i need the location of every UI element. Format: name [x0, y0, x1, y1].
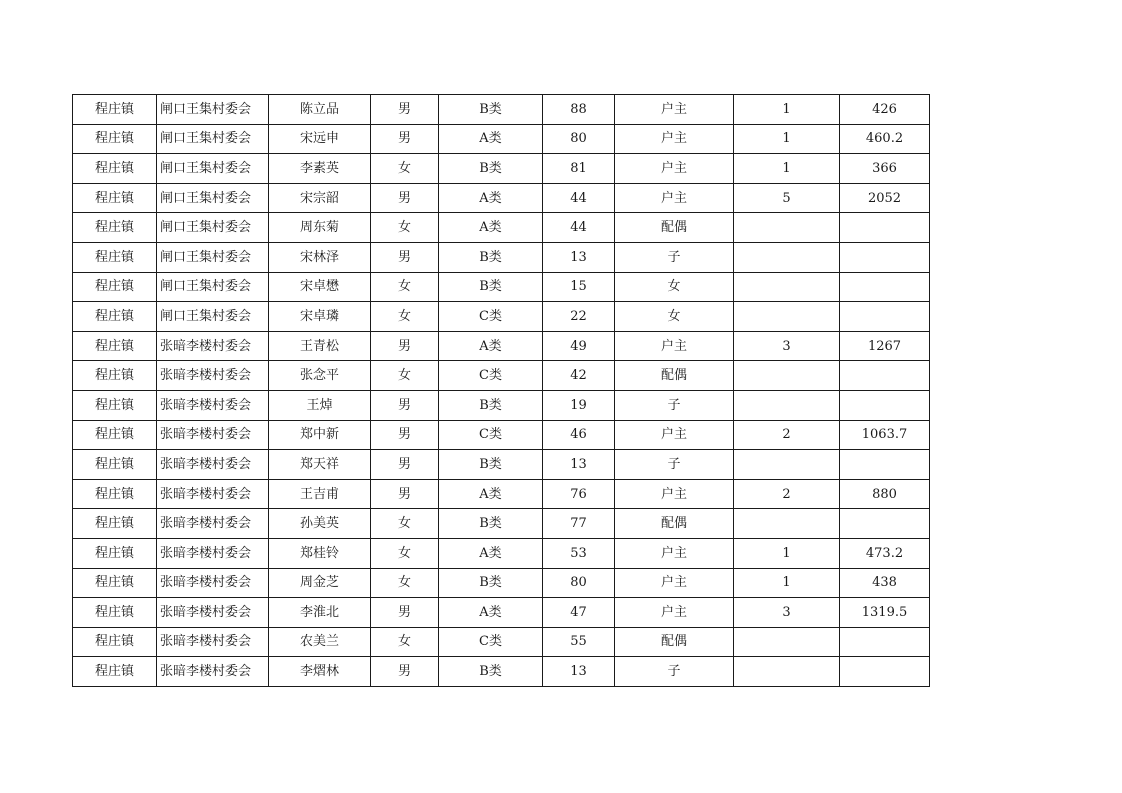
- cell-town: 程庄镇: [73, 124, 157, 154]
- cell-name: 王青松: [269, 331, 371, 361]
- cell-village: 闸口王集村委会: [157, 154, 269, 184]
- cell-age: 44: [543, 183, 615, 213]
- table-row: [73, 538, 930, 568]
- cell-gender: 女: [371, 627, 439, 657]
- cell-relation: 户主: [615, 331, 734, 361]
- cell-name: 宋卓懋: [269, 272, 371, 302]
- cell-village: 闸口王集村委会: [157, 95, 269, 125]
- table-row: [73, 154, 930, 184]
- table-row: [73, 361, 930, 391]
- cell-amount: 1267: [840, 331, 930, 361]
- cell-amount: [840, 627, 930, 657]
- cell-age: 53: [543, 538, 615, 568]
- cell-name: 李素英: [269, 154, 371, 184]
- cell-household-count: 1: [734, 568, 840, 598]
- cell-town: 程庄镇: [73, 242, 157, 272]
- cell-village: 闸口王集村委会: [157, 272, 269, 302]
- cell-name: 宋林泽: [269, 242, 371, 272]
- cell-gender: 男: [371, 598, 439, 628]
- cell-relation: 户主: [615, 154, 734, 184]
- cell-village: 张暗李楼村委会: [157, 331, 269, 361]
- table-row: [73, 124, 930, 154]
- cell-relation: 户主: [615, 598, 734, 628]
- cell-town: 程庄镇: [73, 450, 157, 480]
- cell-relation: 户主: [615, 183, 734, 213]
- cell-name: 周东菊: [269, 213, 371, 243]
- cell-village: 闸口王集村委会: [157, 124, 269, 154]
- cell-village: 闸口王集村委会: [157, 242, 269, 272]
- table-row: [73, 331, 930, 361]
- cell-town: 程庄镇: [73, 509, 157, 539]
- cell-village: 张暗李楼村委会: [157, 538, 269, 568]
- cell-household-count: [734, 213, 840, 243]
- cell-name: 李熠林: [269, 657, 371, 687]
- cell-town: 程庄镇: [73, 183, 157, 213]
- cell-amount: [840, 450, 930, 480]
- cell-gender: 男: [371, 95, 439, 125]
- cell-age: 88: [543, 95, 615, 125]
- cell-category: C类: [439, 627, 543, 657]
- cell-amount: 2052: [840, 183, 930, 213]
- cell-category: A类: [439, 479, 543, 509]
- cell-category: A类: [439, 598, 543, 628]
- table-row: [73, 95, 930, 125]
- cell-age: 47: [543, 598, 615, 628]
- cell-name: 李淮北: [269, 598, 371, 628]
- cell-town: 程庄镇: [73, 331, 157, 361]
- cell-category: B类: [439, 95, 543, 125]
- cell-category: B类: [439, 154, 543, 184]
- beneficiary-table: [72, 94, 930, 687]
- table-row: [73, 420, 930, 450]
- cell-village: 张暗李楼村委会: [157, 361, 269, 391]
- cell-gender: 女: [371, 509, 439, 539]
- cell-household-count: [734, 272, 840, 302]
- cell-town: 程庄镇: [73, 361, 157, 391]
- cell-household-count: [734, 242, 840, 272]
- cell-household-count: 1: [734, 95, 840, 125]
- table-row: [73, 627, 930, 657]
- cell-village: 张暗李楼村委会: [157, 390, 269, 420]
- cell-age: 46: [543, 420, 615, 450]
- cell-town: 程庄镇: [73, 420, 157, 450]
- cell-name: 王吉甫: [269, 479, 371, 509]
- cell-category: A类: [439, 331, 543, 361]
- cell-town: 程庄镇: [73, 213, 157, 243]
- cell-name: 宋卓璘: [269, 302, 371, 332]
- cell-town: 程庄镇: [73, 302, 157, 332]
- cell-relation: 户主: [615, 420, 734, 450]
- table-row: [73, 302, 930, 332]
- cell-village: 张暗李楼村委会: [157, 598, 269, 628]
- cell-village: 张暗李楼村委会: [157, 568, 269, 598]
- cell-gender: 男: [371, 420, 439, 450]
- cell-relation: 配偶: [615, 213, 734, 243]
- cell-category: B类: [439, 568, 543, 598]
- cell-household-count: [734, 450, 840, 480]
- cell-category: B类: [439, 272, 543, 302]
- cell-age: 42: [543, 361, 615, 391]
- cell-town: 程庄镇: [73, 657, 157, 687]
- cell-gender: 男: [371, 124, 439, 154]
- cell-name: 郑中新: [269, 420, 371, 450]
- cell-category: C类: [439, 420, 543, 450]
- cell-name: 郑桂铃: [269, 538, 371, 568]
- cell-town: 程庄镇: [73, 598, 157, 628]
- cell-name: 陈立品: [269, 95, 371, 125]
- cell-relation: 女: [615, 302, 734, 332]
- cell-amount: [840, 361, 930, 391]
- cell-village: 张暗李楼村委会: [157, 509, 269, 539]
- cell-household-count: [734, 361, 840, 391]
- cell-amount: [840, 242, 930, 272]
- cell-amount: 473.2: [840, 538, 930, 568]
- cell-relation: 子: [615, 390, 734, 420]
- cell-household-count: 5: [734, 183, 840, 213]
- cell-relation: 女: [615, 272, 734, 302]
- cell-village: 闸口王集村委会: [157, 213, 269, 243]
- table-row: [73, 509, 930, 539]
- table-row: [73, 390, 930, 420]
- cell-town: 程庄镇: [73, 390, 157, 420]
- cell-relation: 户主: [615, 538, 734, 568]
- cell-relation: 户主: [615, 95, 734, 125]
- cell-age: 13: [543, 657, 615, 687]
- cell-gender: 男: [371, 657, 439, 687]
- cell-village: 张暗李楼村委会: [157, 479, 269, 509]
- cell-gender: 女: [371, 213, 439, 243]
- cell-gender: 男: [371, 242, 439, 272]
- cell-household-count: [734, 390, 840, 420]
- cell-gender: 男: [371, 390, 439, 420]
- cell-amount: 426: [840, 95, 930, 125]
- cell-age: 49: [543, 331, 615, 361]
- cell-village: 闸口王集村委会: [157, 302, 269, 332]
- cell-town: 程庄镇: [73, 568, 157, 598]
- cell-household-count: 3: [734, 598, 840, 628]
- cell-gender: 男: [371, 479, 439, 509]
- cell-age: 55: [543, 627, 615, 657]
- cell-name: 农美兰: [269, 627, 371, 657]
- cell-household-count: [734, 302, 840, 332]
- cell-household-count: [734, 509, 840, 539]
- cell-name: 孙美英: [269, 509, 371, 539]
- cell-gender: 女: [371, 154, 439, 184]
- cell-amount: 1063.7: [840, 420, 930, 450]
- cell-amount: 438: [840, 568, 930, 598]
- cell-town: 程庄镇: [73, 95, 157, 125]
- table-row: [73, 450, 930, 480]
- table-row: [73, 479, 930, 509]
- cell-category: A类: [439, 538, 543, 568]
- cell-household-count: 2: [734, 479, 840, 509]
- cell-town: 程庄镇: [73, 154, 157, 184]
- cell-town: 程庄镇: [73, 627, 157, 657]
- cell-gender: 女: [371, 361, 439, 391]
- cell-category: C类: [439, 361, 543, 391]
- cell-household-count: 2: [734, 420, 840, 450]
- table-row: [73, 598, 930, 628]
- cell-town: 程庄镇: [73, 272, 157, 302]
- cell-age: 13: [543, 450, 615, 480]
- cell-name: 宋宗韶: [269, 183, 371, 213]
- cell-village: 张暗李楼村委会: [157, 657, 269, 687]
- cell-gender: 男: [371, 183, 439, 213]
- cell-amount: 460.2: [840, 124, 930, 154]
- cell-name: 郑天祥: [269, 450, 371, 480]
- cell-relation: 配偶: [615, 509, 734, 539]
- cell-gender: 男: [371, 331, 439, 361]
- cell-household-count: [734, 627, 840, 657]
- cell-amount: [840, 213, 930, 243]
- cell-category: A类: [439, 183, 543, 213]
- cell-household-count: 1: [734, 538, 840, 568]
- cell-age: 77: [543, 509, 615, 539]
- cell-household-count: [734, 657, 840, 687]
- cell-amount: [840, 509, 930, 539]
- cell-age: 22: [543, 302, 615, 332]
- table-row: [73, 272, 930, 302]
- cell-town: 程庄镇: [73, 479, 157, 509]
- cell-amount: [840, 302, 930, 332]
- cell-amount: [840, 390, 930, 420]
- table-row: [73, 183, 930, 213]
- table-row: [73, 213, 930, 243]
- cell-category: A类: [439, 124, 543, 154]
- cell-relation: 子: [615, 242, 734, 272]
- cell-category: B类: [439, 450, 543, 480]
- cell-category: C类: [439, 302, 543, 332]
- cell-gender: 男: [371, 450, 439, 480]
- table-body: [73, 95, 930, 687]
- cell-age: 80: [543, 568, 615, 598]
- cell-household-count: 1: [734, 154, 840, 184]
- cell-category: B类: [439, 657, 543, 687]
- cell-gender: 女: [371, 538, 439, 568]
- cell-village: 闸口王集村委会: [157, 183, 269, 213]
- cell-amount: 880: [840, 479, 930, 509]
- cell-household-count: 1: [734, 124, 840, 154]
- table-row: [73, 657, 930, 687]
- cell-age: 15: [543, 272, 615, 302]
- cell-relation: 配偶: [615, 627, 734, 657]
- cell-age: 19: [543, 390, 615, 420]
- cell-name: 周金芝: [269, 568, 371, 598]
- cell-category: B类: [439, 242, 543, 272]
- cell-age: 13: [543, 242, 615, 272]
- table-row: [73, 242, 930, 272]
- cell-age: 81: [543, 154, 615, 184]
- cell-village: 张暗李楼村委会: [157, 420, 269, 450]
- cell-name: 宋远申: [269, 124, 371, 154]
- cell-relation: 配偶: [615, 361, 734, 391]
- cell-age: 76: [543, 479, 615, 509]
- cell-amount: 366: [840, 154, 930, 184]
- cell-category: B类: [439, 509, 543, 539]
- cell-name: 王焯: [269, 390, 371, 420]
- cell-relation: 户主: [615, 568, 734, 598]
- table-row: [73, 568, 930, 598]
- cell-amount: 1319.5: [840, 598, 930, 628]
- cell-amount: [840, 657, 930, 687]
- cell-age: 80: [543, 124, 615, 154]
- cell-relation: 子: [615, 450, 734, 480]
- cell-town: 程庄镇: [73, 538, 157, 568]
- cell-category: A类: [439, 213, 543, 243]
- cell-gender: 女: [371, 302, 439, 332]
- cell-amount: [840, 272, 930, 302]
- cell-gender: 女: [371, 568, 439, 598]
- cell-relation: 子: [615, 657, 734, 687]
- cell-name: 张念平: [269, 361, 371, 391]
- cell-village: 张暗李楼村委会: [157, 450, 269, 480]
- cell-relation: 户主: [615, 124, 734, 154]
- cell-gender: 女: [371, 272, 439, 302]
- cell-category: B类: [439, 390, 543, 420]
- cell-village: 张暗李楼村委会: [157, 627, 269, 657]
- cell-relation: 户主: [615, 479, 734, 509]
- cell-household-count: 3: [734, 331, 840, 361]
- cell-age: 44: [543, 213, 615, 243]
